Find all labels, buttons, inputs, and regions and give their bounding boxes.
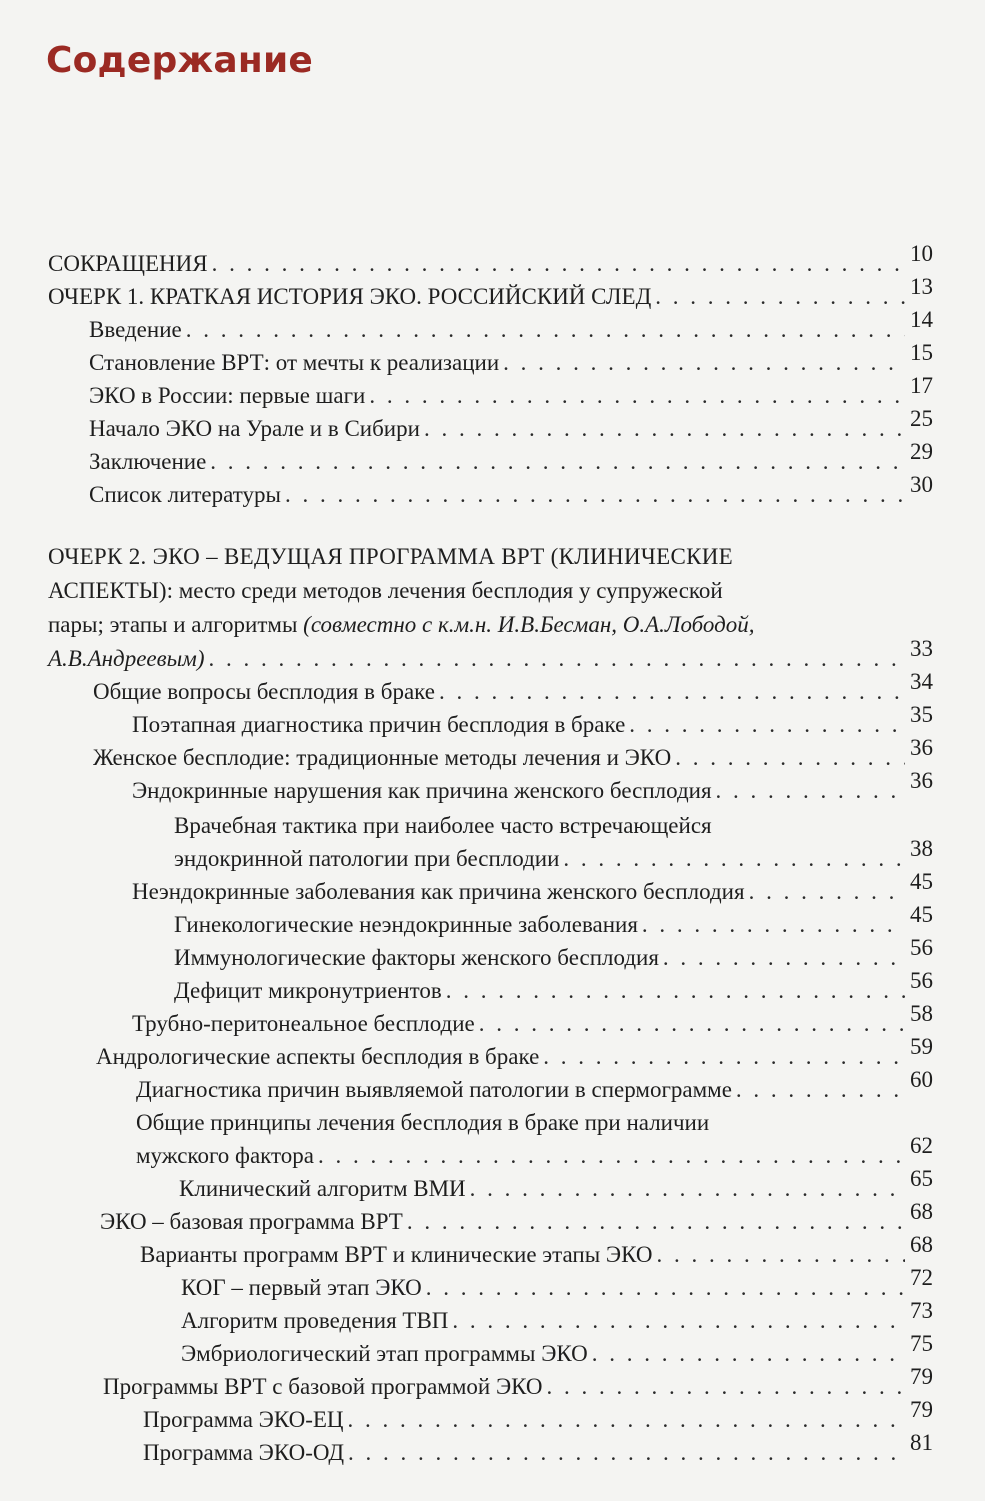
leader-dots	[716, 778, 905, 804]
toc-entry-title: Трубно-перитонеальное бесплодие	[132, 1011, 475, 1036]
toc-entry-title: Варианты программ ВРТ и клинические этапы ЭКО	[140, 1242, 653, 1267]
toc-entry[interactable]	[140, 1232, 933, 1268]
toc-entry[interactable]	[181, 1265, 933, 1301]
toc-entry-page: 35	[910, 702, 933, 727]
toc-entry-page: 68	[910, 1199, 933, 1224]
toc-entry-page: 73	[910, 1298, 933, 1323]
leader-dots	[210, 449, 905, 475]
toc-entry-page: 38	[910, 836, 933, 861]
leader-dots	[446, 978, 905, 1004]
leader-dots	[424, 416, 905, 442]
toc-entry[interactable]	[103, 1364, 933, 1400]
toc-entry-page: 60	[910, 1067, 933, 1092]
leader-dots	[470, 1176, 905, 1202]
leader-dots	[348, 1440, 905, 1466]
toc-entry-title[interactable]: Врачебная тактика при наиболее часто встречающейся	[174, 813, 712, 838]
toc-entry-page: 36	[910, 768, 933, 793]
toc-entry-title[interactable]	[48, 612, 755, 638]
page-title: Содержание	[46, 40, 314, 81]
toc-entry[interactable]	[48, 636, 933, 672]
leader-dots	[655, 284, 905, 310]
toc-entry[interactable]	[136, 1067, 933, 1103]
toc-entry-title: Список литературы	[89, 482, 281, 507]
toc-entry-title[interactable]: ОЧЕРК 2. ЭКО – ВЕДУЩАЯ ПРОГРАММА ВРТ (КЛИНИЧЕСКИЕ	[48, 544, 734, 569]
toc-entry-page: 65	[910, 1166, 933, 1191]
toc-entry-title: Программа ЭКО-ОД	[143, 1440, 345, 1465]
toc-entry[interactable]	[89, 307, 933, 343]
leader-dots	[642, 912, 905, 938]
toc-entry-title: Диагностика причин выявляемой патологии в спермограмме	[136, 1077, 732, 1102]
leader-dots	[426, 1275, 905, 1301]
leader-dots	[547, 1374, 905, 1400]
leader-dots	[318, 1143, 905, 1169]
toc-entry[interactable]	[89, 439, 933, 475]
toc-entry-title: Поэтапная диагностика причин бесплодия в браке	[132, 712, 626, 737]
toc-entry[interactable]	[132, 768, 933, 804]
leader-dots	[452, 1308, 905, 1334]
leader-dots	[285, 482, 905, 508]
leader-dots	[439, 679, 905, 705]
leader-dots	[675, 745, 905, 771]
toc-entry[interactable]	[96, 1034, 933, 1070]
toc-entry[interactable]	[89, 340, 933, 376]
toc-entry-page: 79	[910, 1397, 933, 1422]
toc-entry-title: ЭКО в России: первые шаги	[89, 383, 366, 408]
toc-entry-page: 81	[910, 1430, 933, 1455]
leader-dots	[592, 1341, 905, 1367]
toc-entry[interactable]	[136, 1133, 933, 1169]
toc-entry-title: мужского фактора	[136, 1143, 314, 1168]
toc-entry[interactable]	[174, 968, 933, 1004]
toc-entry-title[interactable]: АСПЕКТЫ): место среди методов лечения бесплодия у супружеской	[48, 578, 723, 603]
leader-dots	[736, 1077, 905, 1103]
toc-entry-title: Женское бесплодие: традиционные методы лечения и ЭКО	[93, 745, 672, 770]
toc-entry-title: Программы ВРТ с базовой программой ЭКО	[103, 1374, 543, 1399]
toc-entry[interactable]	[174, 935, 933, 971]
toc-entry[interactable]	[48, 241, 933, 277]
toc-entry[interactable]	[89, 373, 933, 409]
toc-entry-title: СОКРАЩЕНИЯ	[48, 251, 208, 276]
toc-entry-page: 58	[910, 1001, 933, 1026]
leader-dots	[663, 945, 905, 971]
toc-entry[interactable]	[100, 1199, 933, 1235]
toc-entry[interactable]	[174, 902, 933, 938]
toc-entry[interactable]	[143, 1430, 933, 1466]
toc-entry-title: Общие вопросы бесплодия в браке	[93, 679, 435, 704]
toc-entry[interactable]	[143, 1397, 933, 1433]
toc-entry-page: 14	[910, 307, 933, 332]
toc-entry-title: Неэндокринные заболевания как причина женского бесплодия	[132, 879, 745, 904]
leader-dots	[503, 350, 905, 376]
toc-entry-page: 59	[910, 1034, 933, 1059]
toc-entry-page: 33	[910, 636, 933, 661]
toc-entry-text: пары; этапы и алгоритмы	[48, 612, 298, 637]
toc-entry-page: 45	[910, 869, 933, 894]
leader-dots	[543, 1044, 905, 1070]
toc-entry-title: А.В.Андреевым)	[48, 646, 205, 671]
toc-entry-title: Алгоритм проведения ТВП	[181, 1308, 449, 1333]
toc-entry-title: Программа ЭКО-ЕЦ	[143, 1407, 344, 1432]
leader-dots	[212, 251, 905, 277]
leader-dots	[656, 1242, 905, 1268]
toc-entry-page: 79	[910, 1364, 933, 1389]
toc-entry-page: 75	[910, 1331, 933, 1356]
toc-entry-title: Эмбриологический этап программы ЭКО	[181, 1341, 588, 1366]
toc-entry-page: 72	[910, 1265, 933, 1290]
toc-entry-coauthors: (совместно с к.м.н. И.В.Бесман, О.А.Лободой,	[303, 612, 755, 637]
toc-entry-title: Введение	[89, 317, 182, 342]
toc-entry-page: 17	[910, 373, 933, 398]
toc-entry[interactable]	[89, 406, 933, 442]
toc-entry[interactable]	[132, 1001, 933, 1037]
toc-entry-title[interactable]: Общие принципы лечения бесплодия в браке при наличии	[136, 1110, 710, 1135]
toc-entry-page: 56	[910, 935, 933, 960]
leader-dots	[369, 383, 905, 409]
toc-entry-page: 56	[910, 968, 933, 993]
leader-dots	[629, 712, 905, 738]
leader-dots	[479, 1011, 905, 1037]
toc-entry[interactable]	[89, 472, 933, 508]
toc-entry-title: Становление ВРТ: от мечты к реализации	[89, 350, 500, 375]
toc-entry[interactable]	[132, 869, 933, 905]
toc-entry-title: Заключение	[89, 449, 207, 474]
toc-entry-page: 68	[910, 1232, 933, 1257]
leader-dots	[407, 1209, 905, 1235]
toc-entry-title: Эндокринные нарушения как причина женского бесплодия	[132, 778, 712, 803]
toc-entry[interactable]	[93, 669, 933, 705]
toc-entry-title: Дефицит микронутриентов	[174, 978, 442, 1003]
toc-entry-title: ЭКО – базовая программа ВРТ	[100, 1209, 403, 1234]
toc-entry-title: эндокринной патологии при бесплодии	[174, 846, 560, 871]
toc-entry-title: Иммунологические факторы женского бесплодия	[174, 945, 659, 970]
toc-entry-title: Клинический алгоритм ВМИ	[179, 1176, 466, 1201]
leader-dots	[186, 317, 905, 343]
leader-dots	[563, 846, 905, 872]
toc-entry[interactable]	[181, 1331, 933, 1367]
toc-entry[interactable]	[132, 702, 933, 738]
toc-entry-title: Начало ЭКО на Урале и в Сибири	[89, 416, 420, 441]
leader-dots	[749, 879, 905, 905]
leader-dots	[209, 646, 905, 672]
toc-entry-page: 25	[910, 406, 933, 431]
leader-dots	[348, 1407, 905, 1433]
toc-entry[interactable]	[181, 1298, 933, 1334]
toc-entry-page: 62	[910, 1133, 933, 1158]
toc-entry[interactable]	[48, 274, 933, 310]
toc-entry-page: 13	[910, 274, 933, 299]
toc-entry-title: Гинекологические неэндокринные заболевания	[174, 912, 638, 937]
toc-entry[interactable]	[174, 836, 933, 872]
toc-entry-page: 29	[910, 439, 933, 464]
toc-entry-page: 34	[910, 669, 933, 694]
toc-entry-title: Андрологические аспекты бесплодия в браке	[96, 1044, 540, 1069]
toc-entry-page: 30	[910, 472, 933, 497]
toc-entry-page: 10	[910, 241, 933, 266]
toc-entry-title: КОГ – первый этап ЭКО	[181, 1275, 422, 1300]
toc-entry-page: 36	[910, 735, 933, 760]
toc-entry-page: 45	[910, 902, 933, 927]
toc-entry[interactable]	[93, 735, 933, 771]
toc-entry[interactable]	[179, 1166, 933, 1202]
toc-entry-page: 15	[910, 340, 933, 365]
toc-entry-title: ОЧЕРК 1. КРАТКАЯ ИСТОРИЯ ЭКО. РОССИЙСКИЙ СЛЕД	[48, 284, 652, 309]
